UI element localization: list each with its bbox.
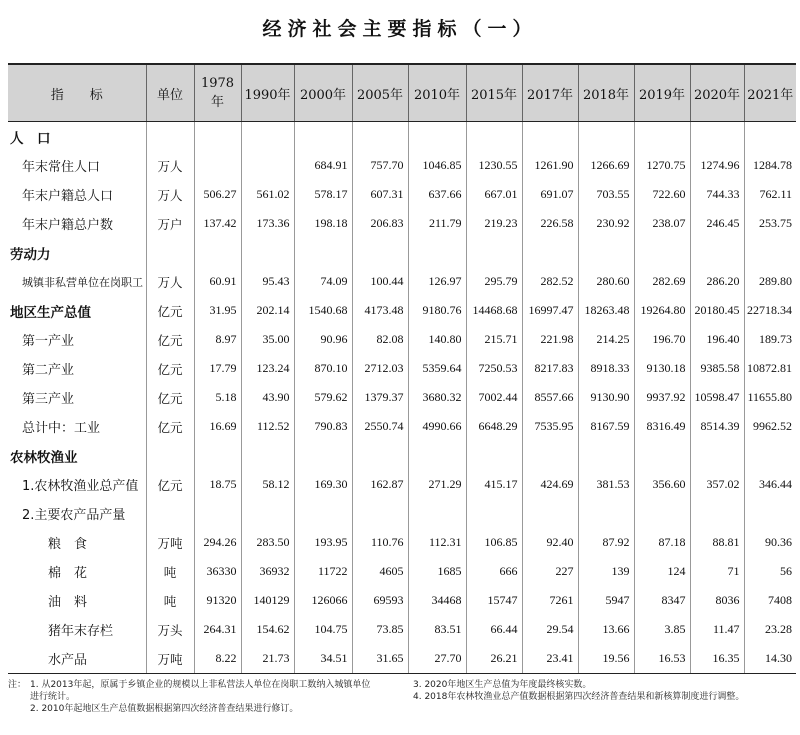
cell-value: 56 [744, 557, 796, 586]
cell-value: 3680.32 [408, 383, 466, 412]
cell-value: 66.44 [466, 615, 522, 644]
cell-value: 286.20 [690, 267, 744, 296]
cell-value: 126.97 [408, 267, 466, 296]
cell-value: 2712.03 [352, 354, 408, 383]
cell-value: 283.50 [241, 528, 294, 557]
cell-value: 123.24 [241, 354, 294, 383]
section-row-labor [8, 238, 796, 267]
cell-value: 8557.66 [522, 383, 578, 412]
table-row-urban-workers [8, 267, 796, 296]
cell-value: 95.43 [241, 267, 294, 296]
header-year: 2000年 [294, 64, 352, 122]
row-label: 年末户籍总户数 [22, 218, 114, 233]
row-label: 第一产业 [22, 334, 75, 349]
cell-value: 112.52 [241, 412, 294, 441]
cell-value: 71 [690, 557, 744, 586]
cell-value: 8514.39 [690, 412, 744, 441]
cell-value: 8316.49 [634, 412, 690, 441]
cell-value: 1261.90 [522, 151, 578, 180]
cell-value: 8.22 [194, 644, 241, 674]
cell-value: 221.98 [522, 325, 578, 354]
cell-value: 7250.53 [466, 354, 522, 383]
cell-value: 100.44 [352, 267, 408, 296]
cell-value: 561.02 [241, 180, 294, 209]
cell-value: 88.81 [690, 528, 744, 557]
cell-value: 5947 [578, 586, 634, 615]
cell-value: 126066 [294, 586, 352, 615]
cell-value: 8918.33 [578, 354, 634, 383]
note-3: 3. 2020年地区生产总值为年度最终核实数。 [413, 680, 592, 690]
cell-value: 1046.85 [408, 151, 466, 180]
cell-value: 9385.58 [690, 354, 744, 383]
cell-value: 112.31 [408, 528, 466, 557]
row-unit: 亿元 [146, 296, 194, 325]
row-unit: 万人 [146, 180, 194, 209]
cell-value: 357.02 [690, 470, 744, 499]
cell-value: 20180.45 [690, 296, 744, 325]
note-2: 2. 2010年起地区生产总值数据根据第四次经济普查结果进行修订。 [30, 704, 299, 714]
cell-value: 169.30 [294, 470, 352, 499]
header-year: 2015年 [466, 64, 522, 122]
cell-value: 10598.47 [690, 383, 744, 412]
cell-value: 1266.69 [578, 151, 634, 180]
row-label: 年末户籍总人口 [22, 189, 114, 204]
note-4: 4. 2018年农林牧渔业总产值数据根据第四次经济普查结果和新核算制度进行调整。 [413, 692, 745, 702]
cell-value: 16.69 [194, 412, 241, 441]
cell-value: 289.80 [744, 267, 796, 296]
cell-value: 34468 [408, 586, 466, 615]
note-1: 1. 从2013年起，原属于乡镇企业的规模以上非私营法人单位在岗职工数纳入城镇单位 [30, 680, 371, 690]
cell-value: 189.73 [744, 325, 796, 354]
cell-value: 1379.37 [352, 383, 408, 412]
cell-value: 4990.66 [408, 412, 466, 441]
row-unit: 亿元 [146, 470, 194, 499]
cell-value: 17.79 [194, 354, 241, 383]
cell-value: 69593 [352, 586, 408, 615]
cell-value: 31.65 [352, 644, 408, 674]
table-row-industry [8, 412, 796, 441]
cell-value: 1270.75 [634, 151, 690, 180]
row-label: 1.农林牧渔业总产值 [22, 479, 139, 494]
cell-value: 215.71 [466, 325, 522, 354]
header-year: 2021年 [744, 64, 796, 122]
row-unit: 亿元 [146, 383, 194, 412]
cell-value: 295.79 [466, 267, 522, 296]
cell-value: 90.96 [294, 325, 352, 354]
cell-value: 35.00 [241, 325, 294, 354]
cell-value: 83.51 [408, 615, 466, 644]
cell-value: 82.08 [352, 325, 408, 354]
header-indicator: 指 标 [8, 64, 146, 122]
cell-value: 506.27 [194, 180, 241, 209]
cell-value: 5.18 [194, 383, 241, 412]
cell-value: 5359.64 [408, 354, 466, 383]
header-year: 2019年 [634, 64, 690, 122]
header-year: 2020年 [690, 64, 744, 122]
cell-value: 14.30 [744, 644, 796, 674]
cell-value: 92.40 [522, 528, 578, 557]
cell-value: 29.54 [522, 615, 578, 644]
cell-value: 637.66 [408, 180, 466, 209]
cell-value: 246.45 [690, 209, 744, 238]
cell-value: 4605 [352, 557, 408, 586]
cell-value: 60.91 [194, 267, 241, 296]
table-row-grain [8, 528, 796, 557]
cell-value: 162.87 [352, 470, 408, 499]
cell-value: 1230.55 [466, 151, 522, 180]
cell-value: 27.70 [408, 644, 466, 674]
section-row-population [8, 122, 796, 152]
row-label: 年末常住人口 [22, 160, 101, 175]
table-row-resident-pop [8, 151, 796, 180]
cell-value: 11655.80 [744, 383, 796, 412]
row-unit: 亿元 [146, 325, 194, 354]
cell-value: 6648.29 [466, 412, 522, 441]
cell-value: 214.25 [578, 325, 634, 354]
cell-value: 7408 [744, 586, 796, 615]
cell-value: 424.69 [522, 470, 578, 499]
cell-value: 381.53 [578, 470, 634, 499]
cell-value: 9962.52 [744, 412, 796, 441]
indicators-table [8, 63, 796, 674]
cell-value: 757.70 [352, 151, 408, 180]
cell-value: 7535.95 [522, 412, 578, 441]
cell-value: 1274.96 [690, 151, 744, 180]
section-title: 农林牧渔业 [10, 449, 78, 466]
row-unit: 亿元 [146, 354, 194, 383]
cell-value [194, 151, 241, 180]
table-row-aquatic [8, 644, 796, 674]
cell-value: 104.75 [294, 615, 352, 644]
header-year: 1978年 [194, 64, 241, 122]
cell-value: 10872.81 [744, 354, 796, 383]
cell-value [241, 151, 294, 180]
cell-value: 9130.90 [578, 383, 634, 412]
cell-value: 790.83 [294, 412, 352, 441]
cell-value: 282.52 [522, 267, 578, 296]
cell-value: 9180.76 [408, 296, 466, 325]
cell-value: 36330 [194, 557, 241, 586]
cell-value: 206.83 [352, 209, 408, 238]
section-title: 人 口 [10, 130, 51, 147]
cell-value: 34.51 [294, 644, 352, 674]
row-unit: 万头 [146, 615, 194, 644]
cell-value: 578.17 [294, 180, 352, 209]
cell-value: 110.76 [352, 528, 408, 557]
table-row-primary [8, 325, 796, 354]
cell-value: 154.62 [241, 615, 294, 644]
row-label: 水产品 [8, 644, 146, 674]
cell-value: 106.85 [466, 528, 522, 557]
cell-value: 26.21 [466, 644, 522, 674]
cell-value: 18.75 [194, 470, 241, 499]
cell-value: 22718.34 [744, 296, 796, 325]
cell-value: 667.01 [466, 180, 522, 209]
row-label: 棉 花 [48, 566, 88, 581]
table-row-secondary [8, 354, 796, 383]
cell-value: 198.18 [294, 209, 352, 238]
cell-value: 415.17 [466, 470, 522, 499]
cell-value: 607.31 [352, 180, 408, 209]
cell-value: 684.91 [294, 151, 352, 180]
cell-value: 3.85 [634, 615, 690, 644]
table-row-cotton [8, 557, 796, 586]
note-1-continued: 进行统计。 [30, 692, 76, 702]
cell-value: 18263.48 [578, 296, 634, 325]
cell-value: 230.92 [578, 209, 634, 238]
row-unit: 万人 [146, 151, 194, 180]
cell-value: 1540.68 [294, 296, 352, 325]
cell-value: 1685 [408, 557, 466, 586]
cell-value: 2550.74 [352, 412, 408, 441]
cell-value: 227 [522, 557, 578, 586]
row-label: 城镇非私营单位在岗职工 [22, 275, 143, 289]
row-unit: 万吨 [146, 528, 194, 557]
cell-value: 19264.80 [634, 296, 690, 325]
table-row-households [8, 209, 796, 238]
header-year: 2005年 [352, 64, 408, 122]
cell-value: 762.11 [744, 180, 796, 209]
cell-value: 87.92 [578, 528, 634, 557]
cell-value: 4173.48 [352, 296, 408, 325]
cell-value: 280.60 [578, 267, 634, 296]
header-row [8, 64, 796, 122]
row-label: 总计中：工业 [22, 421, 101, 436]
cell-value: 19.56 [578, 644, 634, 674]
header-unit: 单位 [146, 64, 194, 122]
cell-value: 91320 [194, 586, 241, 615]
row-label: 粮 食 [48, 537, 88, 552]
section-title: 地区生产总值 [10, 304, 91, 321]
cell-value: 226.58 [522, 209, 578, 238]
cell-value: 264.31 [194, 615, 241, 644]
cell-value: 579.62 [294, 383, 352, 412]
cell-value: 8036 [690, 586, 744, 615]
table-row-gdp-total [8, 296, 796, 325]
cell-value: 90.36 [744, 528, 796, 557]
row-label: 第三产业 [22, 392, 75, 407]
notes-prefix: 注： [8, 680, 27, 690]
row-unit: 吨 [146, 557, 194, 586]
cell-value: 193.95 [294, 528, 352, 557]
row-label: 油 料 [48, 595, 88, 610]
cell-value: 8217.83 [522, 354, 578, 383]
table-row-oil [8, 586, 796, 615]
cell-value: 13.66 [578, 615, 634, 644]
row-label: 猪年末存栏 [48, 624, 114, 639]
cell-value: 238.07 [634, 209, 690, 238]
cell-value: 11722 [294, 557, 352, 586]
cell-value: 7261 [522, 586, 578, 615]
section-title: 劳动力 [10, 246, 51, 263]
cell-value: 16997.47 [522, 296, 578, 325]
cell-value: 219.23 [466, 209, 522, 238]
cell-value: 211.79 [408, 209, 466, 238]
header-year: 2017年 [522, 64, 578, 122]
cell-value: 23.28 [744, 615, 796, 644]
row-unit: 吨 [146, 586, 194, 615]
cell-value: 140129 [241, 586, 294, 615]
cell-value: 74.09 [294, 267, 352, 296]
cell-value: 870.10 [294, 354, 352, 383]
cell-value: 36932 [241, 557, 294, 586]
cell-value: 31.95 [194, 296, 241, 325]
cell-value: 722.60 [634, 180, 690, 209]
row-unit: 万吨 [146, 644, 194, 674]
header-year: 1990年 [241, 64, 294, 122]
cell-value: 16.35 [690, 644, 744, 674]
header-year: 2010年 [408, 64, 466, 122]
cell-value: 1284.78 [744, 151, 796, 180]
cell-value: 294.26 [194, 528, 241, 557]
table-row-pigs [8, 615, 796, 644]
cell-value: 73.85 [352, 615, 408, 644]
cell-value: 137.42 [194, 209, 241, 238]
cell-value: 202.14 [241, 296, 294, 325]
row-unit: 万户 [146, 209, 194, 238]
cell-value: 21.73 [241, 644, 294, 674]
section-row-agri [8, 441, 796, 470]
cell-value: 196.40 [690, 325, 744, 354]
cell-value: 16.53 [634, 644, 690, 674]
row-unit: 亿元 [146, 412, 194, 441]
cell-value: 139 [578, 557, 634, 586]
cell-value: 744.33 [690, 180, 744, 209]
cell-value: 7002.44 [466, 383, 522, 412]
table-row [8, 499, 796, 528]
cell-value: 356.60 [634, 470, 690, 499]
table-row-registered-pop [8, 180, 796, 209]
row-label: 第二产业 [22, 363, 75, 378]
cell-value: 703.55 [578, 180, 634, 209]
cell-value: 691.07 [522, 180, 578, 209]
cell-value: 11.47 [690, 615, 744, 644]
cell-value: 666 [466, 557, 522, 586]
cell-value: 9937.92 [634, 383, 690, 412]
cell-value: 282.69 [634, 267, 690, 296]
cell-value: 196.70 [634, 325, 690, 354]
table-row-agri-output [8, 470, 796, 499]
cell-value: 253.75 [744, 209, 796, 238]
cell-value: 124 [634, 557, 690, 586]
cell-value: 15747 [466, 586, 522, 615]
row-label: 2.主要农产品产量 [22, 508, 126, 523]
table-row-tertiary [8, 383, 796, 412]
cell-value: 346.44 [744, 470, 796, 499]
cell-value: 23.41 [522, 644, 578, 674]
cell-value: 43.90 [241, 383, 294, 412]
cell-value: 8167.59 [578, 412, 634, 441]
header-year: 2018年 [578, 64, 634, 122]
cell-value: 9130.18 [634, 354, 690, 383]
cell-value: 8.97 [194, 325, 241, 354]
cell-value: 271.29 [408, 470, 466, 499]
row-unit: 万人 [146, 267, 194, 296]
cell-value: 140.80 [408, 325, 466, 354]
cell-value: 8347 [634, 586, 690, 615]
cell-value: 87.18 [634, 528, 690, 557]
cell-value: 14468.68 [466, 296, 522, 325]
page-title: 经济社会主要指标（一） [262, 18, 538, 40]
cell-value: 173.36 [241, 209, 294, 238]
cell-value: 58.12 [241, 470, 294, 499]
